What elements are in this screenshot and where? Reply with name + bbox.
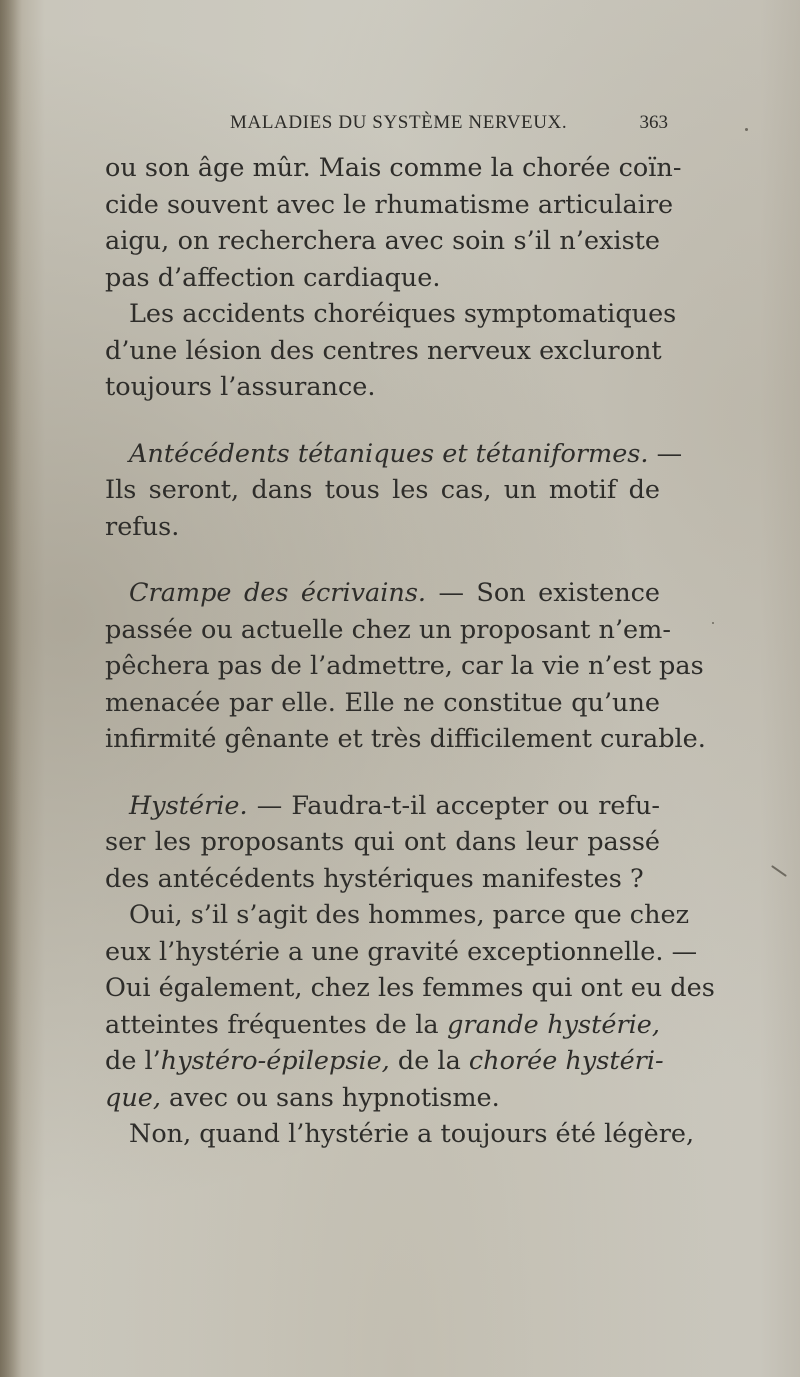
text-line: ou son âge mûr. Mais comme la chorée coïn- [105,153,682,183]
text-line [105,1080,660,1117]
text-fragment: atteintes fréquentes de la [105,1009,448,1040]
running-title: MALADIES DU SYSTÈME NERVEUX. [230,112,568,133]
text-line: pêchera pas de l’admettre, car la vie n’est pas [105,651,704,681]
text-line: refus. [105,511,180,542]
text-line: Oui, s’il s’agit des hommes, parce que chez [129,900,690,930]
text-line: pas d’affection cardiaque. [105,262,441,293]
text-fragment: de la [389,1046,469,1076]
running-head [230,112,670,136]
italic-term: chorée hystéri- [468,1046,664,1076]
text-line: Ils seront, dans tous les cas, un motif de [105,475,660,505]
text-fragment: — Faudra-t-il accepter ou refu- [247,790,660,821]
paper-speck [712,622,714,624]
text-line: Non, quand l’hystérie a toujours été légère, [129,1119,695,1149]
text-line [105,1043,664,1080]
page-spine-shadow [0,0,22,1377]
text-line [105,436,683,473]
text-fragment: avec ou sans hypnotisme. [160,1082,500,1113]
text-line: infirmité gênante et très difficilement curable. [105,724,706,754]
text-line: toujours l’assurance. [105,372,376,402]
paper-mark [771,865,787,877]
text-line [105,1007,660,1044]
page-number: 363 [639,112,668,133]
text-line: Oui également, chez les femmes qui ont eu des [105,973,715,1003]
body-text [105,150,715,1153]
text-line: d’une lésion des centres nerveux excluront [105,335,662,366]
italic-term: que, [105,1082,161,1113]
section-heading-crampe: Crampe des écrivains. [129,578,427,608]
text-line: menacée par elle. Elle ne constitue qu’une [105,687,660,718]
paragraph-gap [105,406,660,436]
text-line: des antécédents hystériques manifestes ? [105,863,644,894]
text-line: eux l’hystérie a une gravité exceptionnelle. — [105,936,698,967]
text-line: Les accidents choréiques symptomatiques [129,299,677,329]
italic-term: grande hystérie, [447,1009,660,1040]
heading-dash: — [648,438,683,469]
text-line: passée ou actuelle chez un proposant n’em- [105,614,671,645]
text-line [105,575,660,612]
section-heading-hysterie: Hystérie. [129,790,248,821]
paragraph-gap [105,545,660,575]
text-line [105,788,660,825]
italic-term: hystéro-épilepsie, [160,1046,390,1076]
text-line: ser les proposants qui ont dans leur passé [105,827,660,857]
paragraph-gap [105,758,660,788]
text-fragment: — Son existence [426,578,660,608]
text-line: cide souvent avec le rhumatisme articulaire [105,189,674,220]
paper-speck [745,128,748,131]
text-line: aigu, on recherchera avec soin s’il n’existe [105,226,660,256]
section-heading-tetaniques: Antécédents tétaniques et tétaniformes. [129,438,649,469]
text-fragment: de l’ [105,1046,161,1076]
